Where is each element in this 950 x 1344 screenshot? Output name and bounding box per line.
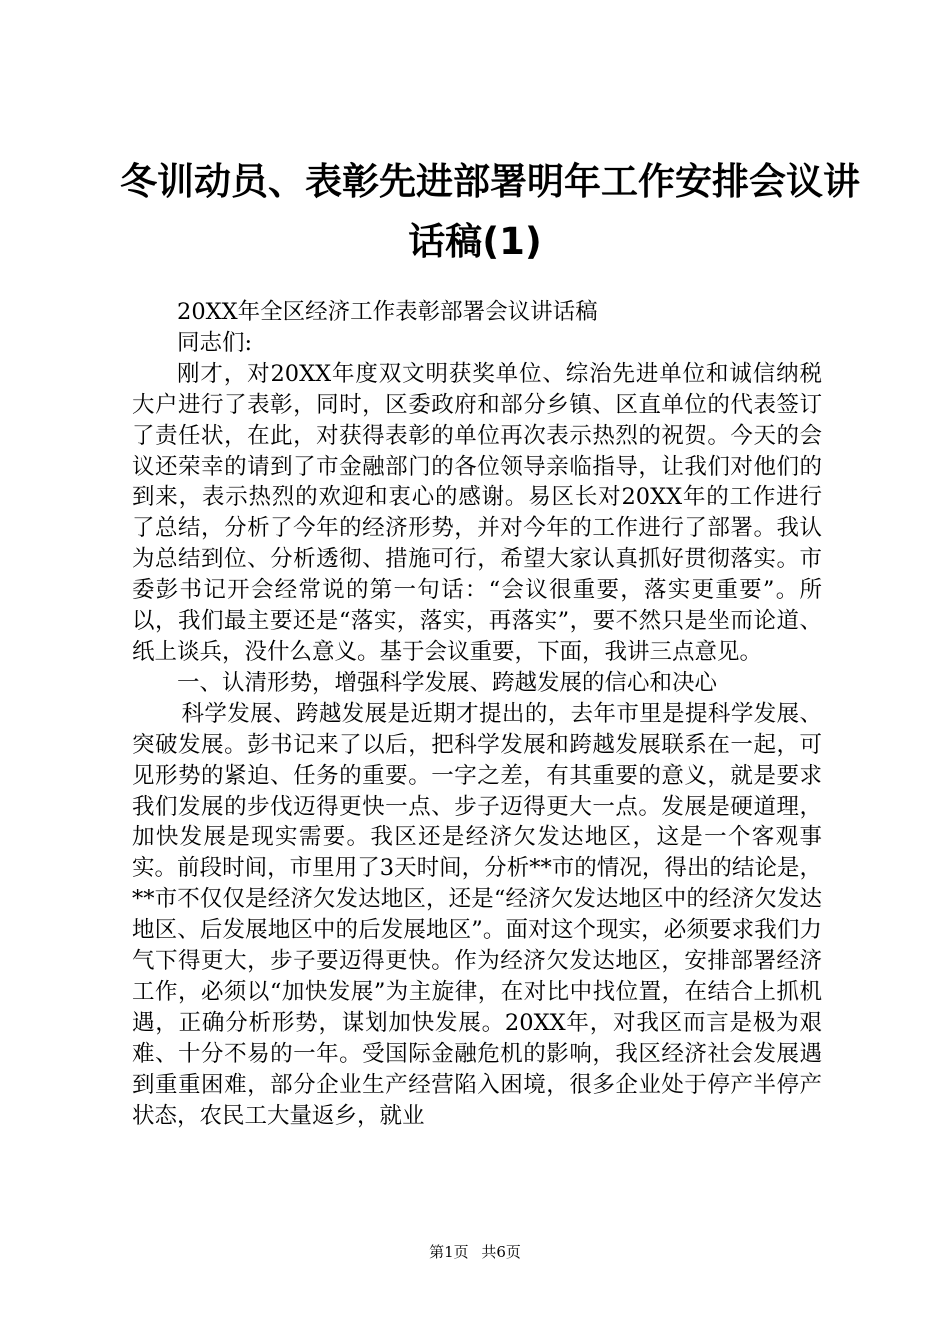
section-heading: 一、认清形势，增强科学发展、跨越发展的信心和决心 xyxy=(177,669,718,696)
document-body xyxy=(132,297,822,1131)
document-title-line-1: 冬训动员、表彰先进部署明年工作安排会议讲 xyxy=(120,160,860,203)
page-total: 共6页 xyxy=(481,1243,521,1261)
document-title-line-2: 话稿(1) xyxy=(408,220,542,263)
salutation-paragraph: 同志们: xyxy=(177,329,253,356)
subtitle-paragraph: 20XX年全区经济工作表彰部署会议讲话稿 xyxy=(177,299,598,325)
body-paragraph: 刚才，对20XX年度双文明获奖单位、综治先进单位和诚信纳税大户进行了表彰，同时，区委政府和部分乡镇、区直单位的代表签订了责任状，在此，对获得表彰的单位再次表示热烈的祝贺。今天的会议还荣幸的请到了市金融部门的各位领导亲临指导，让我们对他们的到来，表示热烈的欢迎和衷心的感谢。易区长对20XX年的工作进行了总结，分析了今年的经济形势，并对今年的工作进行了部署。我认为总结到位、分析透彻、措施可行，希望大家认真抓好贯彻落实。市委彭书记开会经常说的第一句话：“会议很重要，落实更重要”。所以，我们最主要还是“落实，落实，再落实”，要不然只是坐而论道、纸上谈兵，没什么意义。基于会议重要，下面，我讲三点意见。 xyxy=(132,360,822,665)
page-footer xyxy=(0,1243,950,1261)
body-paragraph: 科学发展、跨越发展是近期才提出的，去年市里是提科学发展、突破发展。彭书记来了以后，把科学发展和跨越发展联系在一起，可见形势的紧迫、任务的重要。一字之差，有其重要的意义，就是要求我们发展的步伐迈得更快一点、步子迈得更大一点。发展是硬道理，加快发展是现实需要。我区还是经济欠发达地区，这是一个客观事实。前段时间，市里用了3天时间，分析**市的情况，得出的结论是，**市不仅仅是经济欠发达地区，还是“经济欠发达地区中的经济欠发达地区、后发展地区中的后发展地区”。面对这个现实，必须要求我们力气下得更大，步子要迈得更快。作为经济欠发达地区，安排部署经济工作，必须以“加快发展”为主旋律，在对比中找位置，在结合上抓机遇，正确分析形势，谋划加快发展。20XX年，对我区而言是极为艰难、十分不易的一年。受国际金融危机的影响，我区经济社会发展遇到重重困难，部分企业生产经营陷入困境，很多企业处于停产半停产状态，农民工大量返乡，就业 xyxy=(132,700,822,1129)
page-number: 第1页 xyxy=(429,1243,469,1261)
